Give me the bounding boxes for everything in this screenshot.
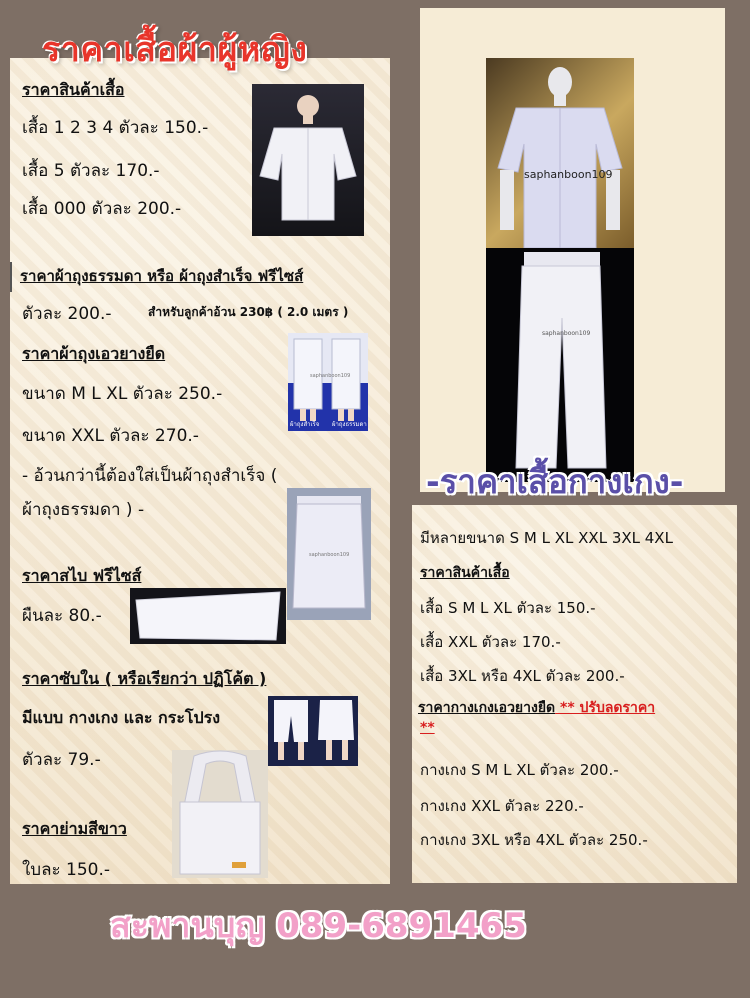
underskirt-photo bbox=[268, 696, 358, 766]
pants-header: ราคากางเกงเอวยางยืด bbox=[418, 700, 556, 716]
elastic-skirt-note-1: - อ้วนกว่านี้ต้องใส่เป็นผ้าถุงสำเร็จ ( bbox=[22, 466, 278, 486]
elastic-skirt-photo bbox=[287, 488, 371, 620]
men-shirt-price-1: เสื้อ S M L XL ตัวละ 150.- bbox=[420, 599, 596, 617]
skirt-photo-label-1: ผ้าถุงสำเร็จ bbox=[290, 421, 320, 428]
elastic-skirt-note-2: ผ้าถุงธรรมดา ) - bbox=[22, 500, 145, 520]
elastic-skirt-price-1: ขนาด M L XL ตัวละ 250.- bbox=[22, 384, 223, 404]
divider bbox=[10, 262, 12, 292]
shirt-price-1: เสื้อ 1 2 3 4 ตัวละ 150.- bbox=[22, 118, 209, 138]
skirt-watermark: saphanboon109 bbox=[310, 373, 351, 379]
skirt-section-header: ราคาผ้าถุงธรรมดา หรือ ผ้าถุงสำเร็จ ฟรีไซส์ bbox=[20, 267, 304, 285]
underskirt-types: มีแบบ กางเกง และ กระโปรง bbox=[22, 708, 221, 727]
women-clothes-title: ราคาเสื้อผ้าผู้หญิง bbox=[42, 30, 308, 70]
elastic-skirt-header: ราคาผ้าถุงเอวยางยืด bbox=[22, 344, 166, 363]
bag-photo bbox=[172, 750, 268, 878]
underskirt-header: ราคาซับใน ( หรือเรียกว่า ปฏิโค้ต ) bbox=[22, 669, 267, 688]
shirt-price-2: เสื้อ 5 ตัวละ 170.- bbox=[22, 161, 160, 181]
contact-phone: สะพานบุญ 089-6891465 bbox=[110, 906, 527, 946]
bag-header: ราคาย่ามสีขาว bbox=[22, 819, 127, 838]
men-shirt-photo bbox=[486, 58, 634, 248]
men-pants-watermark: saphanboon109 bbox=[542, 330, 591, 337]
pants-price-1: กางเกง S M L XL ตัวละ 200.- bbox=[420, 761, 619, 779]
men-shirt-price-3: เสื้อ 3XL หรือ 4XL ตัวละ 200.- bbox=[420, 667, 625, 685]
women-shirt-photo bbox=[252, 84, 364, 236]
elastic-skirt-price-2: ขนาด XXL ตัวละ 270.- bbox=[22, 426, 199, 446]
pants-header-row bbox=[418, 697, 655, 719]
skirt-photo bbox=[288, 333, 368, 431]
sabai-header: ราคาสไบ ฟรีไซส์ bbox=[22, 566, 142, 585]
men-shirt-price-2: เสื้อ XXL ตัวละ 170.- bbox=[420, 633, 561, 651]
sabai-photo bbox=[130, 588, 286, 644]
pants-discount-end: ** bbox=[420, 720, 435, 736]
men-pants-title: -ราคาเสื้อกางเกง- bbox=[426, 462, 684, 501]
men-shirt-watermark: saphanboon109 bbox=[524, 168, 613, 181]
men-pants-photo bbox=[486, 248, 634, 482]
pants-price-2: กางเกง XXL ตัวละ 220.- bbox=[420, 797, 584, 815]
men-shirt-header: ราคาสินค้าเสื้อ bbox=[420, 565, 510, 581]
sabai-price: ผืนละ 80.- bbox=[22, 606, 102, 626]
pants-price-3: กางเกง 3XL หรือ 4XL ตัวละ 250.- bbox=[420, 831, 648, 849]
size-list: มีหลายขนาด S M L XL XXL 3XL 4XL bbox=[420, 529, 673, 547]
skirt-plus-size-note: สำหรับลูกค้าอ้วน 230฿ ( 2.0 เมตร ) bbox=[148, 305, 349, 319]
skirt-price: ตัวละ 200.- bbox=[22, 304, 112, 324]
pants-discount-label: ** ปรับลดราคา bbox=[555, 700, 656, 716]
underskirt-price: ตัวละ 79.- bbox=[22, 750, 101, 770]
bag-price: ใบละ 150.- bbox=[22, 860, 111, 880]
shirt-section-header: ราคาสินค้าเสื้อ bbox=[22, 80, 125, 99]
skirt-photo-label-2: ผ้าถุงธรรมดา bbox=[332, 421, 367, 428]
shirt-price-3: เสื้อ 000 ตัวละ 200.- bbox=[22, 199, 182, 219]
elastic-skirt-watermark: saphanboon109 bbox=[309, 552, 350, 558]
